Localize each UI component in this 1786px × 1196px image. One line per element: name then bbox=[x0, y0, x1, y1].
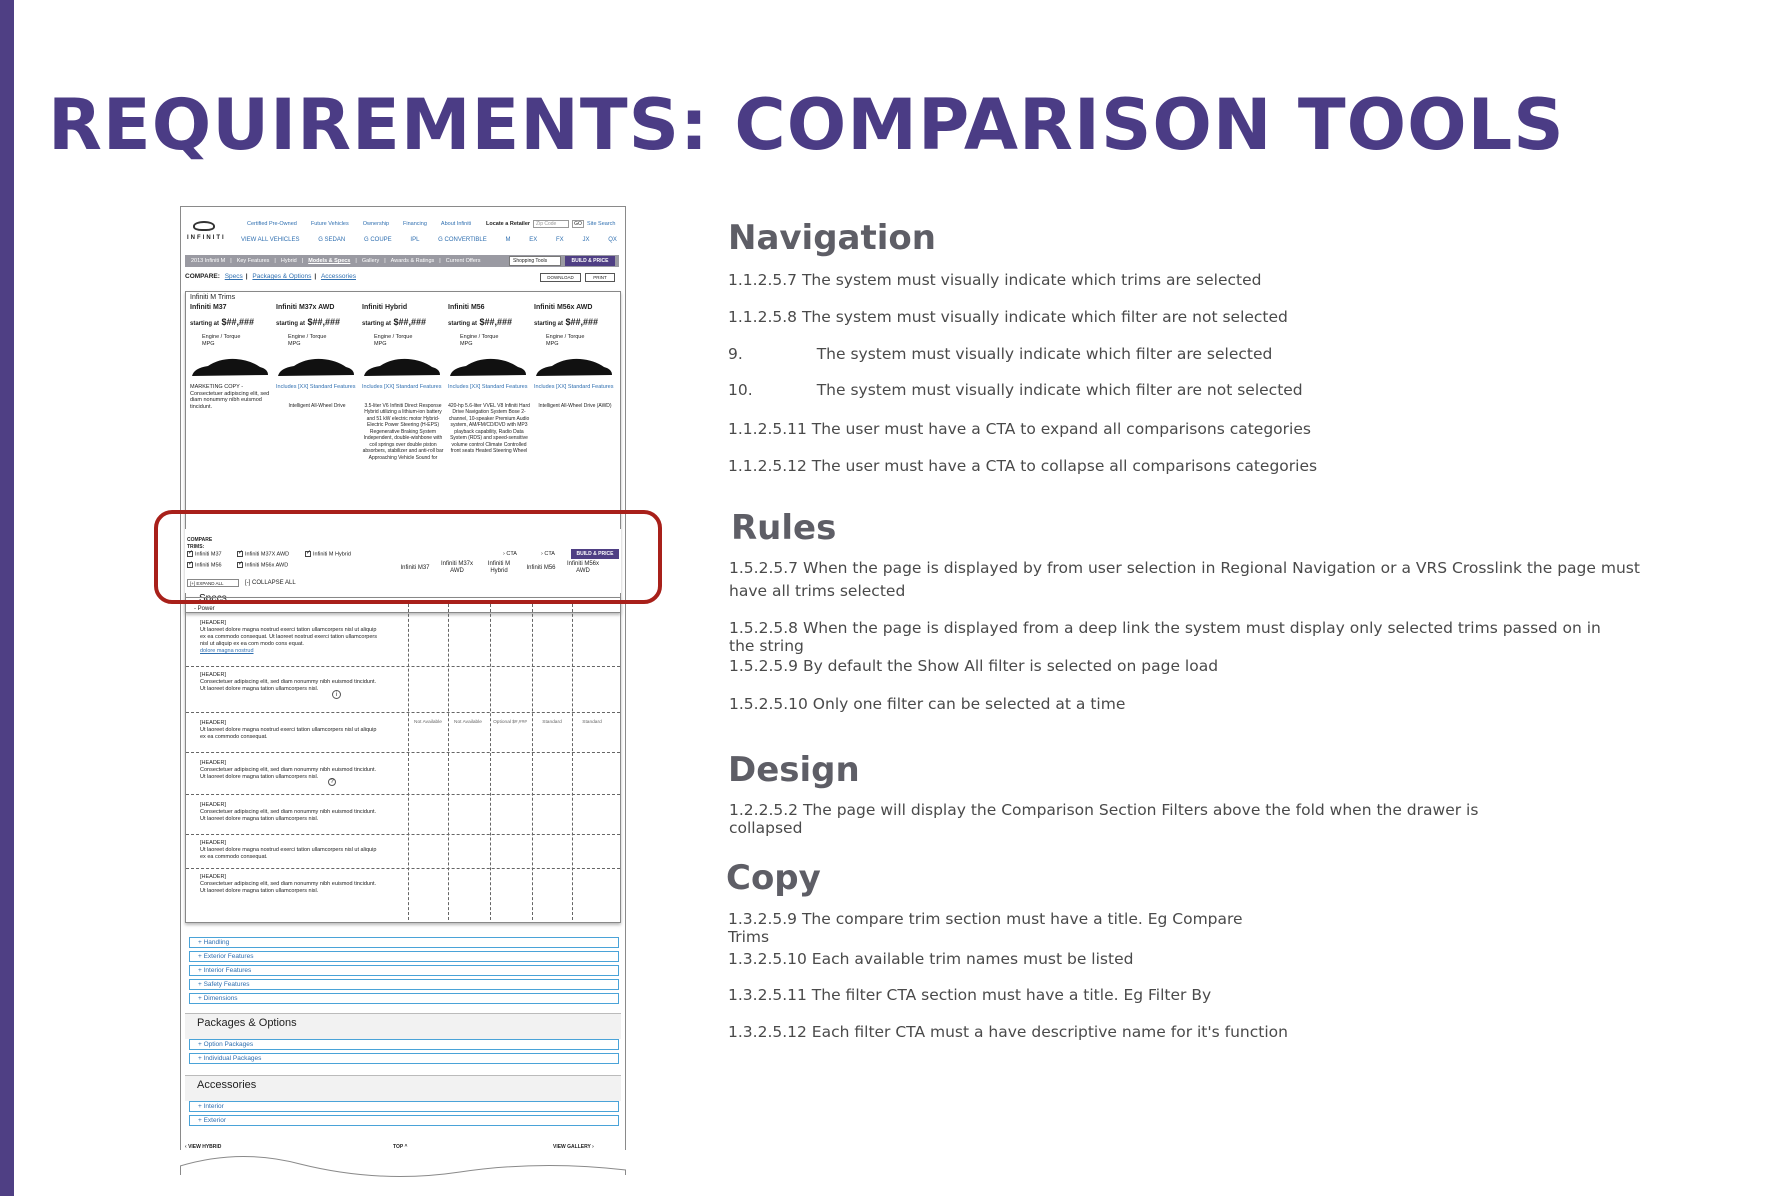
left-accent-bar bbox=[0, 0, 14, 1196]
feature-list: 420-hp 5.6-liter VVEL V8 Infiniti Hard Drive Navigation System Bose 2-channel, 10-speaker Premium Audio system, AM/FM/CD/DVD with MP3 playback capability, Radio Data System (RDS) and speed-sensitive volume control Climate Controlled front seats Heated Steering Wheel bbox=[448, 402, 530, 454]
vehicle-nav-item[interactable]: FX bbox=[556, 237, 564, 243]
trim-name: Infiniti M56x AWD bbox=[534, 304, 593, 311]
column-divider bbox=[490, 604, 491, 920]
vehicle-nav-item[interactable]: IPL bbox=[410, 237, 420, 243]
compare-trims-label: COMPARE TRIMS: bbox=[187, 537, 213, 550]
requirement-item: 9. The system must visually indicate which filter are selected bbox=[728, 345, 1273, 363]
bullet-item: MPG bbox=[374, 341, 387, 347]
bullet-item: Engine / Torque bbox=[288, 334, 327, 340]
accordion-dimensions[interactable]: + Dimensions bbox=[189, 993, 619, 1004]
site-search-link[interactable]: Site Search bbox=[587, 221, 616, 227]
bullet-item: MPG bbox=[202, 341, 215, 347]
info-icon[interactable]: i bbox=[332, 690, 341, 699]
spec-cell-value: Standard bbox=[542, 720, 562, 725]
trim-price: $##,### bbox=[479, 317, 513, 327]
rules-heading: Rules bbox=[731, 508, 837, 548]
util-nav-item[interactable]: Ownership bbox=[362, 221, 390, 227]
row-divider bbox=[186, 868, 620, 869]
utility-nav bbox=[247, 221, 471, 227]
requirement-item: 1.5.2.5.7 When the page is displayed by from user selection in Regional Navigation or a VRS Crosslink the page must have all trims selected bbox=[729, 559, 1640, 600]
row-divider bbox=[186, 712, 620, 713]
row-header: [HEADER] bbox=[200, 672, 226, 678]
bullet-item: Engine / Torque bbox=[546, 334, 585, 340]
column-header: Infiniti M56 bbox=[526, 565, 556, 571]
page-torn-edge bbox=[180, 1150, 626, 1190]
car-silhouette-icon bbox=[276, 354, 356, 380]
highlight-callout bbox=[154, 510, 662, 604]
spec-row-text bbox=[200, 802, 380, 823]
row-body: Consectetuer adipiscing elit, sed diam nonummy nibh euismod tincidunt. Ut laoreet dolore magna tation ullamcorpers nisl. bbox=[200, 767, 377, 780]
column-header: Infiniti M37x AWD bbox=[440, 561, 473, 574]
marketing-copy: MARKETING COPY - Consectetuer adipiscing elit, sed diam nonummy nibh euismod tincidunt. bbox=[190, 384, 270, 410]
specs-title: Specs bbox=[199, 593, 227, 604]
row-divider bbox=[186, 752, 620, 753]
requirement-item: 1.5.2.5.8 When the page is displayed from a deep link the system must display only selected trims passed on in the string bbox=[729, 619, 1601, 655]
row-header: [HEADER] bbox=[200, 874, 226, 880]
checkbox-label: Infiniti M56 bbox=[195, 562, 222, 569]
sub-nav-item[interactable]: Hybrid bbox=[280, 258, 297, 264]
spec-cell-value: Optional $#,### bbox=[493, 720, 527, 725]
trim-name: Infiniti M37x AWD bbox=[276, 304, 335, 311]
shopping-tools-dropdown[interactable]: Shopping Tools bbox=[509, 256, 561, 266]
accordion-exterior[interactable]: + Exterior bbox=[189, 1115, 619, 1126]
spec-cell-value: Not Available bbox=[454, 720, 482, 725]
vehicle-nav-item[interactable]: VIEW ALL VEHICLES bbox=[241, 237, 300, 243]
collapse-all-button[interactable]: [-] COLLAPSE ALL bbox=[245, 580, 296, 586]
column-divider bbox=[572, 604, 573, 920]
accordion-interior[interactable]: + Interior bbox=[189, 1101, 619, 1112]
vehicle-nav-item[interactable]: G SEDAN bbox=[318, 237, 346, 243]
checkbox-label: Infiniti M37 bbox=[195, 551, 222, 558]
compare-links-bar: COMPARE: Specs | Packages & Options | Accessories bbox=[185, 273, 356, 280]
cta-label: CTA bbox=[544, 551, 555, 557]
accordion-exterior-features[interactable]: + Exterior Features bbox=[189, 951, 619, 962]
row-body: Consectetuer adipiscing elit, sed diam nonummy nibh euismod tincidunt. Ut laoreet dolore magna tation ullamcorpers nisl. bbox=[200, 809, 377, 822]
brand-wordmark: INFINITI bbox=[187, 235, 226, 241]
packages-title: Packages & Options bbox=[197, 1017, 297, 1029]
util-nav-item[interactable]: Future Vehicles bbox=[310, 221, 349, 227]
row-body: Consectetuer adipiscing elit, sed diam nonummy nibh euismod tincidunt. Ut laoreet dolore magna tation ullamcorpers nisl. bbox=[200, 679, 377, 692]
column-header: Infiniti M56x AWD bbox=[566, 561, 599, 574]
requirement-item: 1.3.2.5.11 The filter CTA section must have a title. Eg Filter By bbox=[728, 986, 1212, 1004]
car-silhouette-icon bbox=[534, 354, 614, 380]
trim-name: Infiniti M56 bbox=[448, 304, 485, 311]
trim-card bbox=[448, 304, 530, 487]
spec-row-text bbox=[200, 720, 380, 741]
view-hybrid-link[interactable]: ‹ VIEW HYBRID bbox=[185, 1144, 222, 1150]
row-body: Ut laoreet dolore magna nostrud exerci tation ullamcorpers nisl ut aliquip ex ea commodo consequat. bbox=[200, 727, 377, 740]
column-divider bbox=[532, 604, 533, 920]
spec-row-text bbox=[200, 874, 380, 895]
bullet-item: MPG bbox=[460, 341, 473, 347]
row-link[interactable]: dolore magna nostrud bbox=[200, 648, 254, 654]
standard-features-link[interactable]: Includes [XX] Standard Features bbox=[362, 384, 442, 390]
column-header: Infiniti M Hybrid bbox=[487, 561, 511, 574]
row-header: [HEADER] bbox=[200, 840, 226, 846]
accordion-handling[interactable]: + Handling bbox=[189, 937, 619, 948]
design-heading: Design bbox=[728, 750, 860, 790]
feature-list: 3.5-liter V6 Infiniti Direct Response Hybrid utilizing a lithium-ion battery and 51 kW electric motor Hybrid-Electric Power Steering (H-EPS) Regenerative Braking System Independent, double-wishbone with coil springs over double piston absorbers, stabilizer and anti-roll bar Approaching Vehicle Sound for bbox=[362, 402, 444, 461]
requirement-item: 10. The system must visually indicate which filter are not selected bbox=[728, 381, 1303, 399]
spec-row-text bbox=[200, 760, 380, 781]
vehicle-nav-item[interactable]: JX bbox=[582, 237, 590, 243]
car-silhouette-icon bbox=[362, 354, 442, 380]
trim-price: $##,### bbox=[307, 317, 341, 327]
bullet-item: MPG bbox=[546, 341, 559, 347]
checkbox-label: Infiniti M56x AWD bbox=[245, 562, 289, 569]
trim-price: $##,### bbox=[393, 317, 427, 327]
util-nav-item[interactable]: Certified Pre-Owned bbox=[247, 221, 297, 227]
footer-prev-label: VIEW HYBRID bbox=[188, 1144, 222, 1150]
standard-features-link[interactable]: Includes [XX] Standard Features bbox=[448, 384, 528, 390]
vehicle-nav bbox=[241, 237, 617, 243]
vehicle-nav-item[interactable]: M bbox=[505, 237, 511, 243]
sub-nav-item[interactable]: Gallery bbox=[361, 258, 380, 264]
copy-heading: Copy bbox=[726, 858, 821, 898]
spec-row-text bbox=[200, 620, 380, 655]
cta-link[interactable]: › CTA bbox=[503, 551, 517, 557]
help-icon[interactable]: ? bbox=[328, 778, 336, 786]
requirement-item: 1.3.2.5.10 Each available trim names must be listed bbox=[728, 950, 1134, 968]
row-body: Ut laoreet dolore magna nostrud exerci tation ullamcorpers nisl ut aliquip ex ea commodo consequat. Ut laoreet nostrud exerci tation ullamcorpers nisl ut aliquip ex ea com modo cons equat. bbox=[200, 627, 378, 647]
compare-link-packages[interactable]: Packages & Options bbox=[252, 273, 312, 280]
car-silhouette-icon bbox=[448, 354, 528, 380]
top-link[interactable]: TOP ^ bbox=[393, 1144, 408, 1150]
starting-at-label: starting at bbox=[190, 321, 220, 327]
column-header: Infiniti M37 bbox=[400, 565, 430, 571]
compare-label: COMPARE: bbox=[185, 273, 220, 280]
requirement-item: 1.5.2.5.10 Only one filter can be selected at a time bbox=[729, 695, 1126, 713]
navigation-heading: Navigation bbox=[728, 218, 936, 258]
trim-price: $##,### bbox=[565, 317, 599, 327]
spec-row-text bbox=[200, 840, 380, 861]
requirement-item: 1.1.2.5.8 The system must visually indicate which filter are not selected bbox=[728, 308, 1288, 326]
vehicle-nav-item[interactable]: G COUPE bbox=[363, 237, 392, 243]
trim-card bbox=[276, 304, 358, 409]
bullet-item: Engine / Torque bbox=[374, 334, 413, 340]
requirement-item: 1.5.2.5.9 By default the Show All filter is selected on page load bbox=[729, 657, 1219, 675]
row-header: [HEADER] bbox=[200, 760, 226, 766]
trim-card bbox=[362, 304, 444, 487]
model-sub-nav: 2013 Infiniti M | Key Features | Hybrid | Models & Specs | Gallery | Awards & Ratings | Current Offers bbox=[185, 255, 619, 267]
starting-at-label: starting at bbox=[276, 321, 306, 327]
feature-list: Intelligent All-Wheel Drive bbox=[288, 402, 346, 409]
row-body: Ut laoreet dolore magna nostrud exerci tation ullamcorpers nisl ut aliquip ex ea commodo consequat. bbox=[200, 847, 377, 860]
row-divider bbox=[186, 834, 620, 835]
infiniti-logo-icon bbox=[193, 221, 215, 231]
requirement-item: 1.3.2.5.9 The compare trim section must have a title. Eg Compare Trims bbox=[728, 910, 1243, 946]
power-toggle[interactable]: - Power bbox=[194, 606, 215, 612]
standard-features-link[interactable]: Includes [XX] Standard Features bbox=[276, 384, 356, 390]
feature-list: Intelligent All-Wheel Drive (AWD) bbox=[538, 402, 612, 409]
footer-next-label: VIEW GALLERY bbox=[553, 1144, 591, 1150]
checkbox-label: Infiniti M Hybrid bbox=[313, 551, 351, 558]
row-header: [HEADER] bbox=[200, 802, 226, 808]
trim-name: Infiniti M37 bbox=[190, 304, 227, 311]
locate-retailer-label: Locate a Retailer bbox=[486, 221, 531, 227]
accordion-interior-features[interactable]: + Interior Features bbox=[189, 965, 619, 976]
row-divider bbox=[186, 794, 620, 795]
footer-top-label: TOP bbox=[393, 1144, 404, 1150]
accessories-title: Accessories bbox=[197, 1079, 257, 1091]
expand-all-button[interactable]: [+] EXPAND ALL bbox=[187, 579, 239, 587]
zip-code-input[interactable]: Zip Code bbox=[533, 220, 569, 228]
standard-features-link[interactable]: Includes [XX] Standard Features bbox=[534, 384, 614, 390]
cta-label: CTA bbox=[506, 551, 517, 557]
view-gallery-link[interactable]: VIEW GALLERY › bbox=[553, 1144, 594, 1150]
requirement-item: 1.1.2.5.11 The user must have a CTA to expand all comparisons categories bbox=[728, 420, 1311, 438]
trim-card bbox=[534, 304, 616, 409]
trims-heading: Infiniti M Trims bbox=[190, 294, 236, 301]
cta-link[interactable]: › CTA bbox=[541, 551, 555, 557]
vehicle-nav-item[interactable]: QX bbox=[608, 237, 617, 243]
checkbox-label: Infiniti M37X AWD bbox=[245, 551, 290, 558]
sub-nav-item-active[interactable]: Models & Specs bbox=[308, 258, 351, 264]
row-header: [HEADER] bbox=[200, 720, 226, 726]
compare-link-specs[interactable]: Specs bbox=[224, 273, 243, 280]
util-nav-item[interactable]: About Infiniti bbox=[440, 221, 472, 227]
sub-nav-item[interactable]: 2013 Infiniti M bbox=[191, 258, 226, 264]
trim-card bbox=[190, 304, 272, 410]
vehicle-nav-item[interactable]: EX bbox=[529, 237, 538, 243]
trim-price: $##,### bbox=[221, 317, 255, 327]
trim-name: Infiniti Hybrid bbox=[362, 304, 408, 311]
requirement-item: 1.1.2.5.12 The user must have a CTA to collapse all comparisons categories bbox=[728, 457, 1318, 475]
bullet-item: MPG bbox=[288, 341, 301, 347]
wireframe-mockup bbox=[180, 206, 626, 1175]
spec-cell-value: Standard bbox=[582, 720, 602, 725]
slide-title: REQUIREMENTS: COMPARISON TOOLS bbox=[48, 84, 1565, 166]
column-divider bbox=[408, 604, 409, 920]
bullet-item: Engine / Torque bbox=[202, 334, 241, 340]
sub-nav-item[interactable]: Awards & Ratings bbox=[390, 258, 435, 264]
util-nav-item[interactable]: Financing bbox=[403, 221, 427, 227]
row-body: Consectetuer adipiscing elit, sed diam nonummy nibh euismod tincidunt. Ut laoreet dolore magna tation ullamcorpers nisl. bbox=[200, 881, 377, 894]
retailer-locator bbox=[486, 220, 615, 228]
accordion-option-packages[interactable]: + Option Packages bbox=[189, 1039, 619, 1050]
starting-at-label: starting at bbox=[362, 321, 392, 327]
bullet-item: Engine / Torque bbox=[460, 334, 499, 340]
starting-at-label: starting at bbox=[534, 321, 564, 327]
sub-nav-item[interactable]: Current Offers bbox=[445, 258, 481, 264]
build-price-button[interactable]: BUILD & PRICE bbox=[565, 256, 615, 266]
requirement-item: 1.2.2.5.2 The page will display the Comparison Section Filters above the fold when the drawer is collapsed bbox=[729, 801, 1479, 837]
car-silhouette-icon bbox=[190, 354, 270, 380]
compare-link-accessories[interactable]: Accessories bbox=[320, 273, 356, 280]
row-divider bbox=[186, 666, 620, 667]
vehicle-nav-item[interactable]: G CONVERTIBLE bbox=[438, 237, 487, 243]
requirement-item: 1.3.2.5.12 Each filter CTA must a have descriptive name for it's function bbox=[728, 1023, 1288, 1041]
specs-table bbox=[185, 597, 621, 923]
row-header: [HEADER] bbox=[200, 620, 226, 626]
spec-cell-value: Not Available bbox=[414, 720, 442, 725]
spec-row-text bbox=[200, 672, 380, 693]
sub-nav-item[interactable]: Key Features bbox=[236, 258, 270, 264]
column-divider bbox=[448, 604, 449, 920]
go-button[interactable]: GO bbox=[572, 220, 584, 228]
build-price-button[interactable]: BUILD & PRICE bbox=[571, 549, 619, 559]
requirement-item: 1.1.2.5.7 The system must visually indicate which trims are selected bbox=[728, 271, 1262, 289]
accordion-individual-packages[interactable]: + Individual Packages bbox=[189, 1053, 619, 1064]
accordion-safety-features[interactable]: + Safety Features bbox=[189, 979, 619, 990]
print-button[interactable]: PRINT bbox=[585, 273, 615, 282]
download-button[interactable]: DOWNLOAD bbox=[540, 273, 581, 282]
starting-at-label: starting at bbox=[448, 321, 478, 327]
